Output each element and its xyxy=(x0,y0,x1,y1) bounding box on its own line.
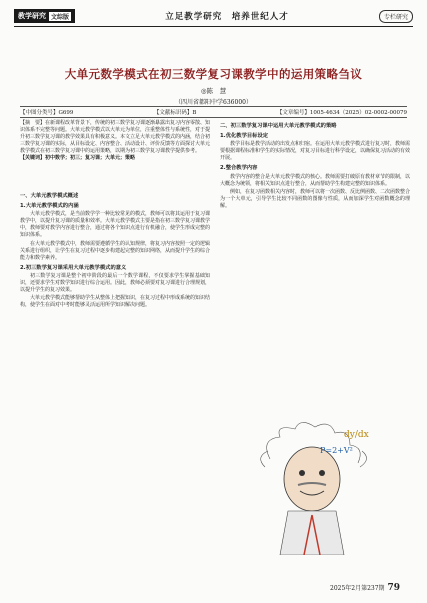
abstract-text: 【摘 要】在新课程改革背景下，传统的初三数学复习课逐渐暴露出复习内容零散、知识体系不完整等问题。大单元教学模式以大单元为单位，注重整体性与系统性，对于提升初三数学复习课的教学效果具有积极意义。本文立足大单元教学模式的内涵，结合初三数学复习课的实际，从目标设定、内容整合、活动设计、评价反馈等方面探讨大单元教学模式在初三数学复习课中的运用策略，以期为初三数学复习课教学提供参考。 xyxy=(20,120,211,154)
page-number: 79 xyxy=(387,583,401,593)
clc-number: 【中图分类号】G699 xyxy=(20,110,74,116)
formula-text: dy/dx xyxy=(344,430,369,440)
section-label: 教学研究 文综版 xyxy=(14,9,75,23)
section-heading: 一、大单元教学模式概述 xyxy=(20,193,79,199)
formula-text: P=2+V² xyxy=(320,446,353,455)
running-header xyxy=(14,8,413,24)
author-name: ◎陈 慧 xyxy=(200,87,227,95)
page-footer xyxy=(330,583,400,593)
article-title: 大单元数学模式在初三数学复习课教学中的运用策略刍议 xyxy=(64,67,363,81)
keywords: 【关键词】初中数学；初三；复习课；大单元；策略 xyxy=(20,155,136,161)
article-number: 【文章编号】1005-4634（2025）02-0002-00079 xyxy=(276,110,407,116)
subsection-heading: 2.整合教学内容 xyxy=(220,165,258,172)
section-heading: 二、初三数学复习课中运用大单元教学模式的策略 xyxy=(220,123,337,129)
header-rule xyxy=(14,26,413,27)
subsection-heading: 1.大单元教学模式的内涵 xyxy=(20,203,79,210)
left-column xyxy=(20,190,210,575)
issue-date: 2025年2月第237期 xyxy=(330,585,385,592)
paragraph: 初三数学复习课是整个初中阶段的最后一个数学课程，不仅要求学生掌握基础知识，还要求学生对数学知识进行综合运用。因此，教师必须要对复习课进行合理规划，以提升学生的复习效果。 xyxy=(20,272,210,294)
right-column xyxy=(220,120,410,410)
classification-bar xyxy=(20,106,407,118)
einstein-illustration xyxy=(250,419,382,555)
paragraph: 在大单元教学模式中，教师需要遵循学生的认知规律，将复习内容按照一定的逻辑关系进行组织，让学生在复习过程中逐步构建起完整的知识网络，从而提升学生的综合能力和数学素养。 xyxy=(20,240,210,261)
paragraph: 教学内容的整合是大单元教学模式的核心。教师需要打破原有教材章节的限制，以大概念为统领，将相关知识点进行整合，从而帮助学生构建完整的知识体系。 xyxy=(220,173,410,187)
column-badge: 专栏研究 xyxy=(379,10,413,23)
paragraph: 大单元教学模式，是当前数学学一种比较常见的模式，教师可以将其运用于复习课教学中，以提升复习课的质量和效率。大单元教学模式主要是指在初三数学复习课教学中，教师要对教学内容进行整合，通过将各个知识点进行有机融合，使学生形成完整的知识体系。 xyxy=(20,211,210,239)
subsection-heading: 1.优化教学目标设定 xyxy=(220,133,269,140)
journal-slogan: 立足教学研究 培养世纪人才 xyxy=(165,12,289,22)
paragraph: 大单元教学模式能够帮助学生从整体上把握知识，在复习过程中形成系统的知识结构，使学生在面对中考时能够灵活运用所学知识解决问题。 xyxy=(20,295,210,309)
abstract-block xyxy=(20,120,210,162)
paragraph: 例如，在复习函数相关内容时，教师可以将一次函数、反比例函数、二次函数整合为一个大单元，引导学生比较不同函数的图像与性质，从而加深学生对函数概念的理解。 xyxy=(220,188,410,209)
doc-code: 【文献标识码】B xyxy=(153,110,197,116)
author-affiliation: （四川省都阳中学636000） xyxy=(175,99,252,106)
paragraph: 教学目标是教学活动的出发点和归宿。在运用大单元教学模式进行复习时，教师需要根据课程标准和学生的实际情况，对复习目标进行科学设定，以确保复习活动的有效开展。 xyxy=(220,141,410,162)
subsection-heading: 2.初三数学复习课采用大单元教学模式的意义 xyxy=(20,264,127,271)
